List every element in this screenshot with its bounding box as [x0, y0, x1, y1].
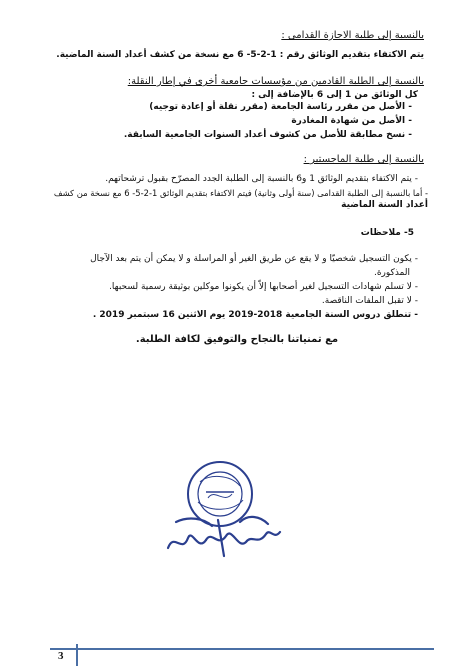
note-1-cont: المذكورة.: [373, 268, 410, 278]
section2-item-2: - الأصل من شهادة المغادرة: [291, 116, 412, 127]
section3-item-1: - يتم الاكتفاء بتقديم الوثائق 1 و6 بالنسبة إلى الطلبة الجدد المصرّح بقبول ترشحاتهم.: [105, 174, 418, 185]
section1-text: يتم الاكتفاء بتقديم الوثائق رقم : 1-2-5- 6 مع نسخة من كشف أعداد السنة الماضية.: [56, 50, 424, 60]
footer-page-box: [50, 644, 78, 666]
section3-item-2-cont: أعداد السنة الماضية: [341, 200, 428, 210]
section1-heading: بالنسبة إلى طلبة الاجازة القدامى :: [281, 30, 424, 41]
note-3: - لا تقبل الملفات الناقصة.: [322, 296, 418, 307]
section2-item-3: - نسخ مطابقة للأصل من كشوف أعداد السنوات الجامعية السابقة.: [124, 130, 412, 141]
section4-heading: 5- ملاحظات: [360, 228, 414, 238]
closing-text: مع تمنياتنا بالنجاح والتوفيق لكافة الطلبة.: [135, 334, 339, 345]
official-stamp-signature: [148, 452, 288, 562]
page-number: 3: [58, 650, 64, 662]
section3-heading: بالنسبة إلى طلبة الماجستير :: [303, 154, 424, 165]
section2-heading: بالنسبة إلى الطلبة القادمين من مؤسسات جامعية أخرى في إطار النقلة:: [127, 76, 424, 87]
note-4: - تنطلق دروس السنة الجامعية 2018-2019 يوم الاثنين 16 سبتمبر 2019 .: [93, 310, 418, 321]
section2-item-1: - الأصل من مقرر رئاسة الجامعة (مقرر نقلة أو إعادة توجيه): [149, 102, 412, 113]
note-1: - يكون التسجيل شخصيّا و لا يقع عن طريق الغير أو المراسلة و لا يمكن أن يتم بعد الآجال: [90, 254, 418, 265]
section3-item-2: - أما بالنسبة إلى الطلبة القدامى (سنة أولى وثانية) فيتم الاكتفاء بتقديم الوثائق 1-2-5- 6 مع نسخة من كشف: [54, 188, 428, 199]
note-2: - لا تسلم شهادات التسجيل لغير أصحابها إلاّ أن يكونوا موكلين بوثيقة رسمية لسحبها.: [109, 282, 418, 293]
section2-intro: كل الوثائق من 1 إلى 6 بالإضافة إلى :: [251, 90, 418, 100]
footer-rule: [50, 648, 434, 650]
